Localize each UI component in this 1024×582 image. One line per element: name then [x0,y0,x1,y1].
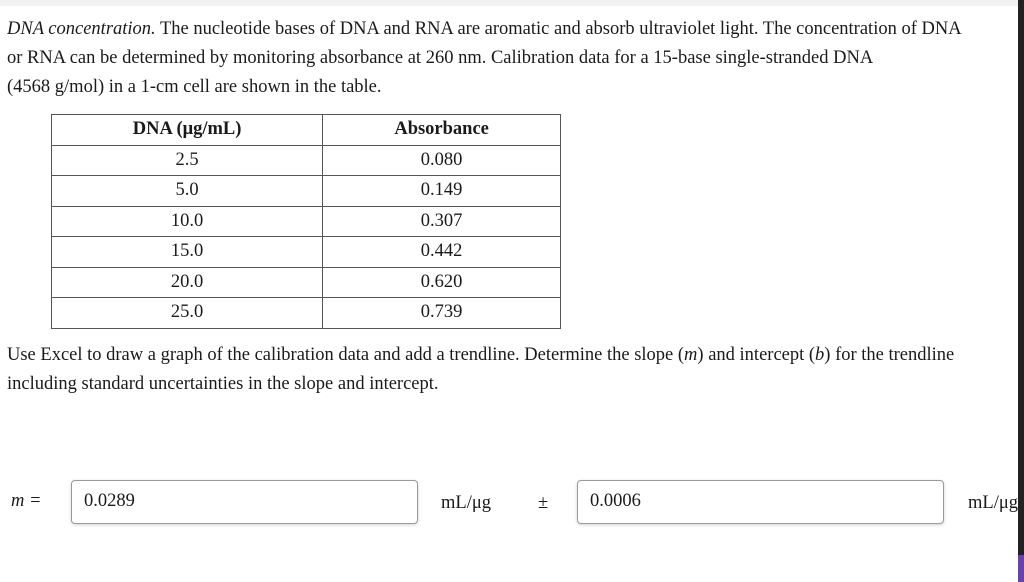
dna-cell: 5.0 [52,176,323,207]
header-absorbance: Absorbance [323,115,561,146]
b-variable: b [815,345,825,365]
dna-cell: 15.0 [52,237,323,268]
m-label: m = [11,491,42,511]
absorbance-cell: 0.620 [323,267,561,298]
instructions-line-2: including standard uncertainties in the slope and intercept. [7,374,439,394]
intro-line-2: or RNA can be determined by monitoring absorbance at 260 nm. Calibration data for a 15-base single-stranded DNA [7,48,874,68]
dna-cell: 2.5 [52,145,323,176]
m-variable: m [684,345,698,365]
dna-cell: 20.0 [52,267,323,298]
table-row [52,267,561,298]
problem-title: DNA concentration. [7,19,156,39]
table-row [52,237,561,268]
table-row [52,145,561,176]
right-edge-accent [1018,555,1024,582]
right-edge-bar [1018,0,1024,582]
absorbance-cell: 0.149 [323,176,561,207]
uncertainty-unit: mL/μg [968,493,1018,513]
header-dna: DNA (μg/mL) [52,115,323,146]
problem-intro [7,15,962,102]
instructions [7,341,954,399]
absorbance-cell: 0.442 [323,237,561,268]
intro-line-1: DNA concentration. The nucleotide bases of DNA and RNA are aromatic and absorb ultraviolet light. The concentration of DNA [7,19,962,39]
slope-uncertainty-input[interactable]: 0.0006 [577,480,944,524]
table-row [52,176,561,207]
top-strip [0,0,1024,6]
slope-input[interactable]: 0.0289 [71,480,418,524]
instructions-line-1: Use Excel to draw a graph of the calibration data and add a trendline. Determine the slope (m) and intercept (b) for the trendline [7,345,955,365]
absorbance-cell: 0.739 [323,298,561,329]
table-header-row [52,115,561,146]
absorbance-cell: 0.307 [323,206,561,237]
table-row [52,298,561,329]
plus-minus-symbol: ± [538,493,549,513]
absorbance-cell: 0.080 [323,145,561,176]
calibration-table [51,114,561,329]
table-row [52,206,561,237]
dna-cell: 25.0 [52,298,323,329]
slope-unit: mL/μg [441,493,491,513]
dna-cell: 10.0 [52,206,323,237]
intro-line-3: (4568 g/mol) in a 1-cm cell are shown in the table. [7,77,382,97]
